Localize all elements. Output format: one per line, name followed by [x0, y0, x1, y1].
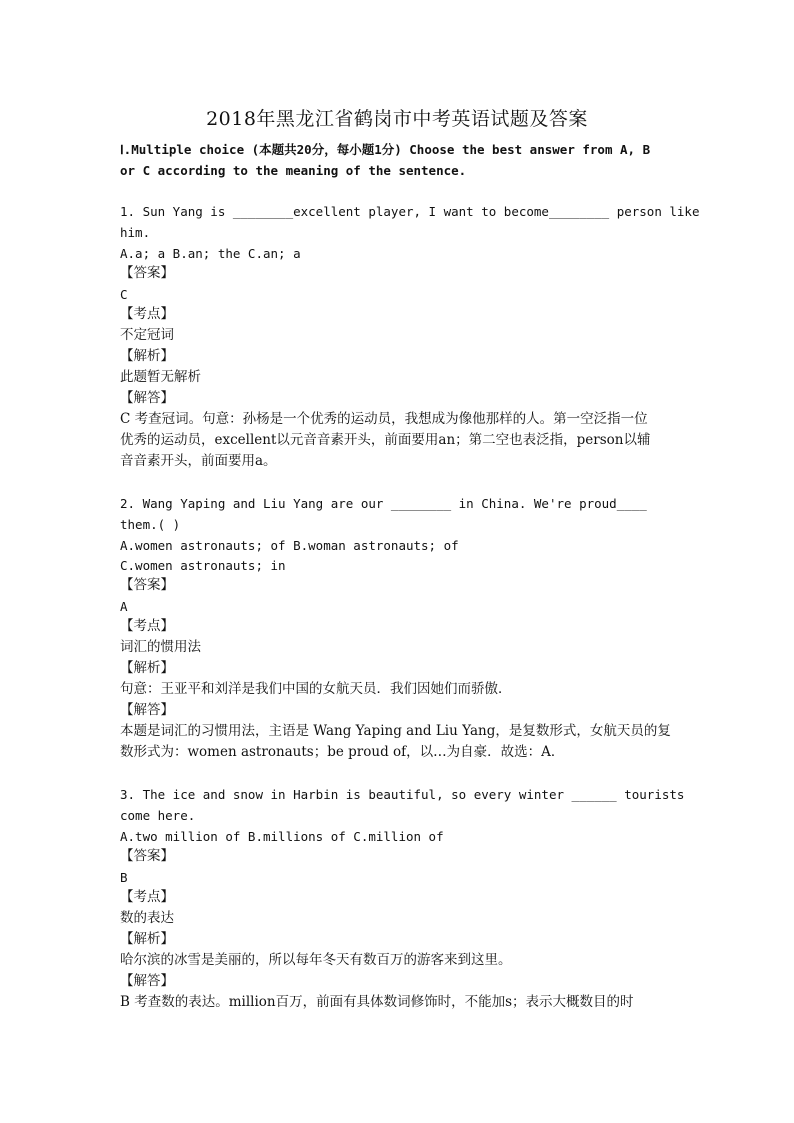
q1-answer-tag: 【答案】: [120, 265, 174, 281]
section-heading: [120, 139, 680, 181]
page-title: 2018年黑龙江省鹤岗市中考英语试题及答案: [206, 108, 588, 130]
q3-solution-tag: 【解答】: [120, 973, 174, 989]
q1-answer: C: [120, 287, 128, 302]
q3-analysis: 哈尔滨的冰雪是美丽的，所以每年冬天有数百万的游客来到这里。: [120, 952, 512, 968]
q3-stem-line-2: come here.: [120, 808, 196, 823]
q3-answer-tag: 【答案】: [120, 848, 174, 864]
q1-analysis: 此题暂无解析: [120, 369, 201, 385]
q2-options-line-2: C.women astronauts; in: [120, 558, 286, 573]
q2-point: 词汇的惯用法: [120, 639, 201, 655]
q2-point-tag: 【考点】: [120, 618, 174, 634]
q2-analysis: 句意：王亚平和刘洋是我们中国的女航天员．我们因她们而骄傲．: [120, 681, 512, 697]
q2-solution-line-1: 本题是词汇的习惯用法，主语是 Wang Yaping and Liu Yang，是复数形式，女航天员的复: [120, 723, 671, 739]
q2-solution-line-2: 数形式为：women astronauts；be proud of，以…为自豪．故选：A．: [120, 744, 565, 760]
q3-solution-line-1: B 考查数的表达。million百万，前面有具体数词修饰时，不能加s；表示大概数目的时: [120, 994, 634, 1010]
q2-answer: A: [120, 599, 128, 614]
section-heading-line-2: or C according to the meaning of the sentence.: [120, 163, 467, 178]
q2-stem-line-1: 2. Wang Yaping and Liu Yang are our ________ in China. We're proud____: [120, 496, 647, 511]
q2-answer-tag: 【答案】: [120, 577, 174, 593]
q1-solution-line-1: C 考查冠词。句意：孙杨是一个优秀的运动员，我想成为像他那样的人。第一空泛指一位: [120, 411, 648, 427]
section-heading-line-1: Ⅰ.Multiple choice (本题共20分，每小题1分) Choose the best answer from A, B: [120, 142, 651, 157]
q2-stem-line-2: them.( ): [120, 517, 181, 532]
q3-point-tag: 【考点】: [120, 889, 174, 905]
q3-stem-line-1: 3. The ice and snow in Harbin is beautiful, so every winter ______ tourists: [120, 787, 685, 802]
q2-solution-tag: 【解答】: [120, 702, 174, 718]
q3-answer: B: [120, 870, 128, 885]
q3-point: 数的表达: [120, 910, 174, 926]
q1-analysis-tag: 【解析】: [120, 348, 174, 364]
q1-stem-line-1: 1. Sun Yang is ________excellent player, I want to become________ person like: [120, 204, 700, 219]
q1-solution-line-2: 优秀的运动员，excellent以元音音素开头，前面要用an；第二空也表泛指，person以辅: [120, 432, 651, 448]
q1-solution-line-3: 音音素开头，前面要用a。: [120, 453, 277, 469]
q2-options-line-1: A.women astronauts; of B.woman astronauts; of: [120, 538, 459, 553]
q3-options: A.two million of B.millions of C.million of: [120, 829, 444, 844]
q1-options: A.a; a B.an; the C.an; a: [120, 246, 301, 261]
q2-analysis-tag: 【解析】: [120, 660, 174, 676]
q1-point: 不定冠词: [120, 327, 174, 343]
q1-stem-line-2: him.: [120, 225, 151, 240]
q1-solution-tag: 【解答】: [120, 390, 174, 406]
q3-analysis-tag: 【解析】: [120, 931, 174, 947]
q1-point-tag: 【考点】: [120, 306, 174, 322]
